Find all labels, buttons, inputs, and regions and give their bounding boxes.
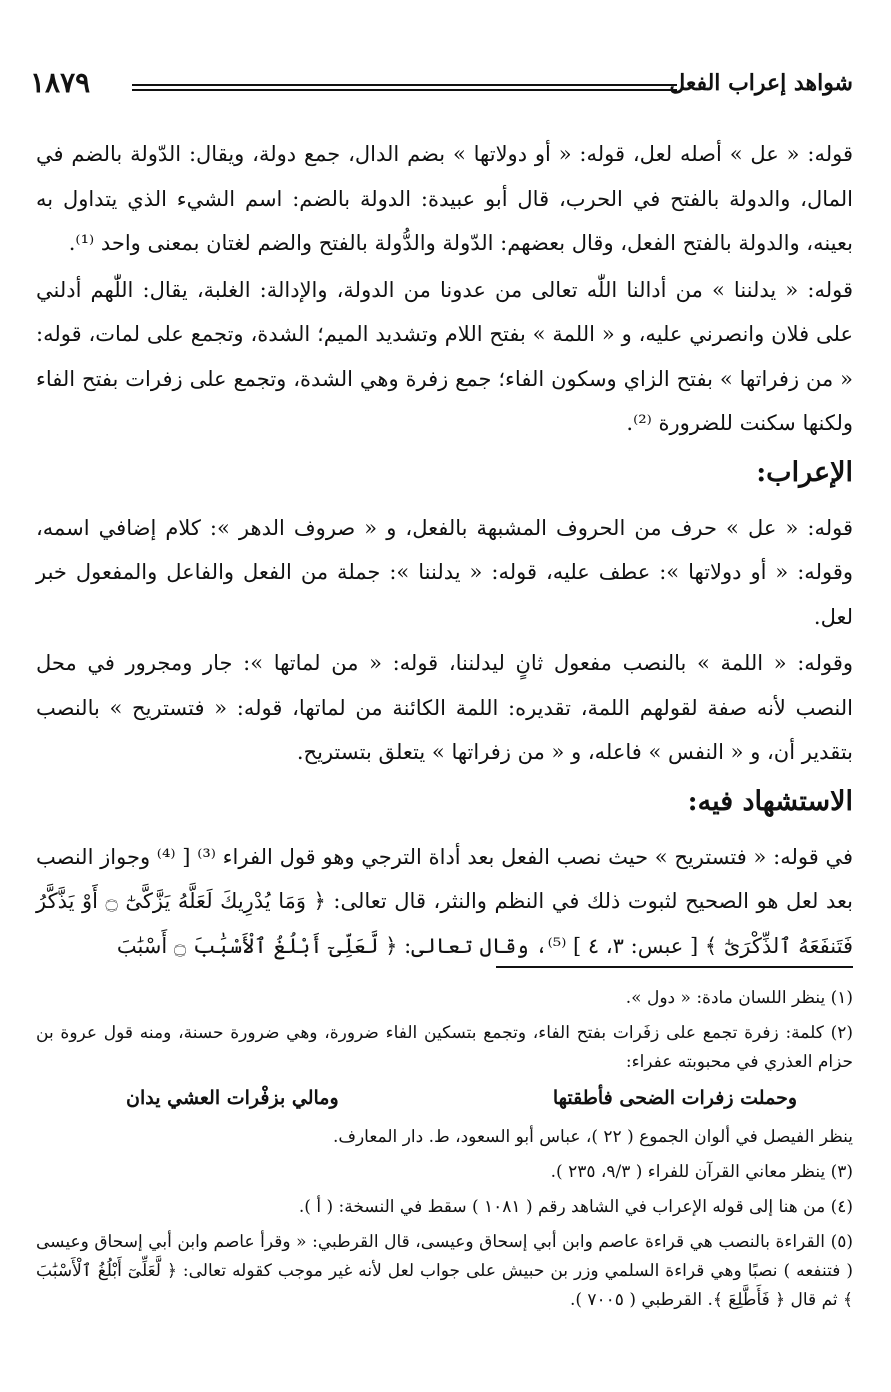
footnote-4: (٤) من هنا إلى قوله الإعراب في الشاهد رقم ( ١٠٨١ ) سقط في النسخة: ( أ ).: [298, 1197, 853, 1217]
page-number: ١٨٧٩: [30, 66, 91, 99]
main-text: [36, 132, 853, 970]
paragraph-explanation-1: قوله: « عل » أصله لعل، قوله: « أو دولاتها » بضم الدال، جمع دولة، ويقال: الدّولة بالضم في المال، والدولة بالفتح في الحرب، قال أبو عبيدة: الدولة بالضم: اسم الشيء الذي يتداول به بعينه، والدولة بالفتح الفعل، وقال بعضهم: الدّولة والدُّولة بالفتح والضم لغتان بمعنى واحد ⁽¹⁾.: [36, 142, 853, 255]
footnote-5: (٥) القراءة بالنصب هي قراءة عاصم وابن أبي إسحاق وعيسى، قال القرطبي: « وقرأ عاصم وابن أبي إسحاق وعيسى ( فتنفعه ) نصبًا وهي قراءة السلمي وزر بن حبيش على جواب لعل لأنه غير موجب كقوله تعالى: ﴿ لَّعَلِّىٓ أَبْلُغُ ٱلْأَسْبَٰبَ ﴾ ثم قال ﴿ فَأَطَّلِعَ ﴾. القرطبي ( ٧٠٠٥ ).: [36, 1232, 853, 1310]
running-title: شواهد إعراب الفعل: [669, 70, 853, 96]
paragraph-irab-2: وقوله: « اللمة » بالنصب مفعول ثانٍ ليدلننا، قوله: « من لماتها »: جار ومجرور في محل النصب لأنه صفة لقولهم اللمة، تقديره: اللمة الكائنة من لماتها، قوله: « فتستريح » بالنصب بتقدير أن، و « النفس » فاعله، و « من زفراتها » يتعلق بتستريح.: [36, 651, 853, 764]
verse-second-hemistich: ومالي بزفْرات العشي يدان: [126, 1087, 339, 1109]
heading-istishhad: الاستشهاد فيه:: [687, 785, 853, 817]
paragraph-istishhad: في قوله: « فتستريح » حيث نصب الفعل بعد أداة الترجي وهو قول الفراء ⁽³⁾ [ ⁽⁴⁾ وجواز النصب بعد لعل هو الصحيح لثبوت ذلك في النظم والنثر، قال تعالى: ﴿ وَمَا يُدْرِيكَ لَعَلَّهُ يَزَّكَّىٰٓ ۝ أَوْ يَذَّكَّرُ فَتَنفَعَهُ ٱلذِّكْرَىٰٓ ﴾ [ عبس: ٣، ٤ ] ⁽⁵⁾، وقال تعالى: ﴿ لَّعَلِّىٓ أَبْلُغُ ٱلْأَسْبَٰبَ ۝ أَسْبَٰبَ: [36, 844, 854, 958]
footnote-1: (١) ينظر اللسان مادة: « دول ».: [625, 988, 853, 1008]
footnotes: [36, 984, 853, 1321]
footnote-2: (٢) كلمة: زفرة تجمع على زفَرات بفتح الفاء، وتجمع بتسكين الفاء ضرورة، وهي ضرورة حسنة، ومنه قول عروة بن حزام العذري في محبوبته عفراء:: [36, 1023, 853, 1072]
footnote-3: (٣) ينظر معاني القرآن للفراء ( ٩/٣، ٢٣٥ ).: [550, 1162, 853, 1182]
page-header: [30, 66, 853, 106]
header-double-rule: [132, 84, 677, 91]
paragraph-explanation-2: قوله: « يدلننا » من أدالنا اللّٰه تعالى من عدونا من الدولة، والإدالة: الغلبة، يقال: اللّٰهم أدلني على فلان وانصرني عليه، و « اللمة » بفتح اللام وتشديد الميم؛ الشدة، وتجمع على لمات، قوله: « من زفراتها » بفتح الزاي وسكون الفاء؛ جمع زفرة وهي الشدة، وتجمع على زفرات بفتح الفاء ولكنها سكنت للضرورة ⁽²⁾.: [36, 277, 853, 435]
footnote-2-reference: ينظر الفيصل في ألوان الجموع ( ٢٢ )، عباس أبو السعود، ط. دار المعارف.: [332, 1127, 853, 1147]
footnote-separator: [496, 966, 853, 968]
verse-first-hemistich: وحملت زفرات الضحى فأطقتها: [552, 1087, 797, 1109]
heading-irab: الإعراب:: [756, 456, 853, 488]
paragraph-irab-1: قوله: « عل » حرف من الحروف المشبهة بالفعل، و « صروف الدهر »: كلام إضافي اسمه، وقوله: « أو دولاتها »: عطف عليه، قوله: « يدلننا »: جملة من الفعل والفاعل والمفعول خبر لعل.: [36, 515, 853, 629]
poetry-verse: [36, 1083, 853, 1113]
